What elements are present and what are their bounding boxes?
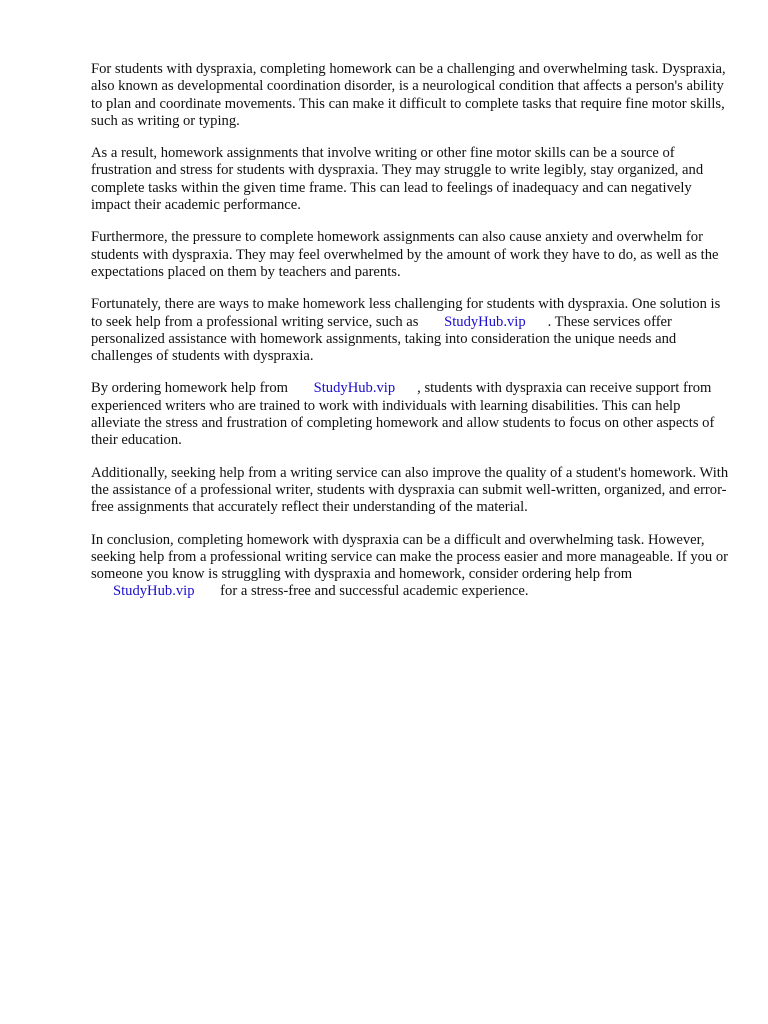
- studyhub-link[interactable]: StudyHub.vip: [444, 313, 526, 330]
- paragraph-solution: [91, 296, 731, 365]
- paragraph-conclusion: [91, 532, 731, 601]
- paragraph-text: for a stress-free and successful academic experience.: [220, 583, 529, 600]
- paragraph-text: In conclusion, completing homework with dyspraxia can be a difficult and overwhelming task. However, seeking help from a professional writing service can make the process easier and more manageable. If you or someone you know is struggling with dyspraxia and homework, consider ordering help from: [91, 531, 729, 583]
- paragraph-text: As a result, homework assignments that involve writing or other fine motor skills can be a source of frustration and stress for students with dyspraxia. They may struggle to write legibly, stay organized, and complete tasks within the given time frame. This can lead to feelings of inadequacy and can negatively impact their academic performance.: [91, 145, 704, 214]
- document-body: [91, 61, 731, 616]
- paragraph-text: By ordering homework help from: [91, 380, 288, 397]
- paragraph-text: Furthermore, the pressure to complete homework assignments can also cause anxiety and overwhelm for students with dyspraxia. They may feel overwhelmed by the amount of work they have to do, as well as the expectations placed on them by teachers and parents.: [91, 229, 719, 280]
- paragraph-text: . These services offer personalized assistance with homework assignments, taking into consideration the unique needs and challenges of students with dyspraxia.: [91, 313, 677, 365]
- paragraph-anxiety: [91, 229, 731, 281]
- paragraph-text: Additionally, seeking help from a writing service can also improve the quality of a student's homework. With the assistance of a professional writer, students with dyspraxia can submit well-written, organized, and error-free assignments that accurately reflect their understanding of the material.: [91, 464, 729, 516]
- studyhub-link[interactable]: StudyHub.vip: [313, 380, 396, 397]
- paragraph-text: Fortunately, there are ways to make homework less challenging for students with dyspraxia. One solution is to seek help from a professional writing service, such as: [91, 296, 721, 330]
- paragraph-text: For students with dyspraxia, completing homework can be a challenging and overwhelming task. Dyspraxia, also known as developmental coordination disorder, is a neurological condition that affects a person's ability to plan and coordinate movements. This can make it difficult to complete tasks that require fine motor skills, such as writing or typing.: [91, 61, 726, 129]
- paragraph-quality: [91, 465, 731, 517]
- paragraph-challenges: [91, 145, 731, 214]
- paragraph-text: , students with dyspraxia can receive support from experienced writers who are trained to work with individuals with learning disabilities. This can help alleviate the stress and frustration of completing homework and allow students to focus on other aspects of their education.: [91, 380, 715, 449]
- paragraph-intro: [91, 61, 731, 130]
- paragraph-ordering: [91, 380, 731, 449]
- studyhub-link[interactable]: StudyHub.vip: [113, 583, 195, 600]
